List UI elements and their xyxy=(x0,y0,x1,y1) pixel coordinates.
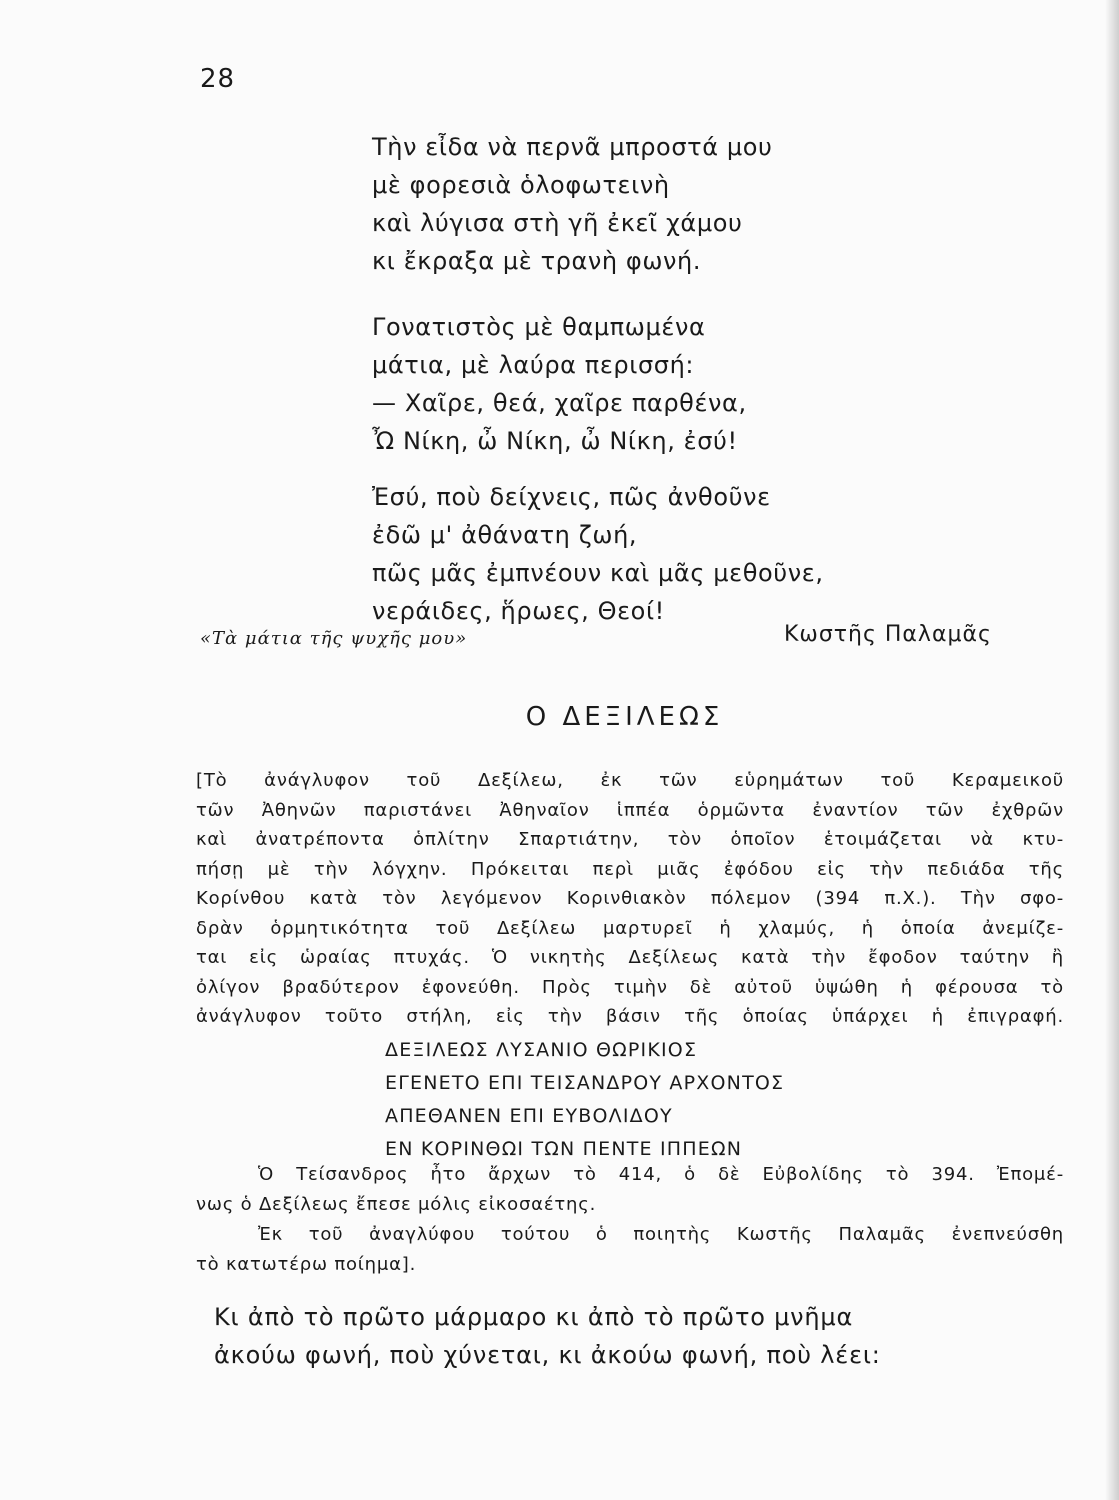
poem-line: νεράιδες, ἥρωες, Θεοί! xyxy=(372,597,665,625)
poem-line: Κι ἀπὸ τὸ πρῶτο μάρμαρο κι ἀπὸ τὸ πρῶτο μνῆμα xyxy=(214,1303,854,1331)
poem-line: Τὴν εἶδα νὰ περνᾶ μπροστά μου xyxy=(372,133,773,161)
poem-line: καὶ λύγισα στὴ γῆ ἐκεῖ χάμου xyxy=(372,209,743,237)
note-paragraph xyxy=(196,1160,1064,1280)
page-edge-shadow xyxy=(1105,0,1119,1500)
inscription-line: ΑΠΕΘΑΝΕΝ ΕΠΙ ΕΥΒΟΛΙΔΟΥ xyxy=(385,1105,673,1127)
intro-line: ὀλίγον βραδύτερον ἐφονεύθη. Πρὸς τιμὴν δὲ αὐτοῦ ὑψώθη ἡ φέρουσα τὸ xyxy=(196,976,1064,998)
poem-author: Κωστῆς Παλαμᾶς xyxy=(784,622,992,647)
intro-line: τῶν Ἀθηνῶν παριστάνει Ἀθηναῖον ἱππέα ὁρμῶντα ἐναντίον τῶν ἐχθρῶν xyxy=(196,799,1064,821)
intro-line: καὶ ἀνατρέποντα ὁπλίτην Σπαρτιάτην, τὸν ὁποῖον ἑτοιμάζεται νὰ κτυ- xyxy=(196,829,1064,850)
intro-line: [Τὸ ἀνάγλυφον τοῦ Δεξίλεω, ἐκ τῶν εὑρημάτων τοῦ Κεραμεικοῦ xyxy=(196,770,1064,791)
intro-line: Κορίνθου κατὰ τὸν λεγόμενον Κορινθιακὸν πόλεμον (394 π.Χ.). Τὴν σφο- xyxy=(196,888,1064,909)
poem-line: ἀκούω φωνή, ποὺ χύνεται, κι ἀκούω φωνή, ποὺ λέει: xyxy=(214,1341,881,1369)
poem-line: Γονατιστὸς μὲ θαμπωμένα xyxy=(372,313,706,341)
page-number: 28 xyxy=(200,64,236,94)
section-title: Ο ΔΕΞΙΛΕΩΣ xyxy=(525,702,724,732)
poem-line: Ἐσύ, ποὺ δείχνεις, πῶς ἀνθοῦνε xyxy=(372,483,771,511)
poem-source: «Τὰ μάτια τῆς ψυχῆς μου» xyxy=(200,628,468,649)
intro-line: ἀνάγλυφον τοῦτο στήλη, εἰς τὴν βάσιν τῆς ὁποίας ὑπάρχει ἡ ἐπιγραφή. xyxy=(196,1006,1064,1027)
note-line: τὸ κατωτέρω ποίημα]. xyxy=(196,1254,417,1275)
inscription-line: ΕΝ ΚΟΡΙΝΘΩΙ ΤΩΝ ΠΕΝΤΕ ΙΠΠΕΩΝ xyxy=(385,1138,743,1160)
poem-stanza xyxy=(372,308,747,460)
note-line: Ἐκ τοῦ ἀναγλύφου τούτου ὁ ποιητὴς Κωστῆς Παλαμᾶς ἐνεπνεύσθη xyxy=(258,1224,1064,1245)
note-line: νως ὁ Δεξίλεως ἔπεσε μόλις εἰκοσαέτης. xyxy=(196,1194,597,1215)
inscription xyxy=(385,1034,784,1166)
inscription-line: ΔΕΞΙΛΕΩΣ ΛΥΣΑΝΙΟ ΘΩΡΙΚΙΟΣ xyxy=(385,1039,698,1061)
inscription-line: ΕΓΕΝΕΤΟ ΕΠΙ ΤΕΙΣΑΝΔΡΟΥ ΑΡΧΟΝΤΟΣ xyxy=(385,1072,785,1094)
poem-line: — Χαῖρε, θεά, χαῖρε παρθένα, xyxy=(372,389,747,417)
poem-line: κι ἔκραξα μὲ τρανὴ φωνή. xyxy=(372,247,702,275)
poem-line: μὲ φορεσιὰ ὁλοφωτεινὴ xyxy=(372,171,670,199)
intro-line: δρὰν ὁρμητικότητα τοῦ Δεξίλεω μαρτυρεῖ ἡ χλαμύς, ἡ ὁποία ἀνεμίζε- xyxy=(196,917,1064,939)
intro-line: ται εἰς ὡραίας πτυχάς. Ὁ νικητὴς Δεξίλεως κατὰ τὴν ἔφοδον ταύτην ἢ xyxy=(196,947,1064,968)
poem-line: ἐδῶ μ' ἀθάνατη ζωή, xyxy=(372,521,638,549)
poem-line: μάτια, μὲ λαύρα περισσή: xyxy=(372,351,695,379)
poem-stanza xyxy=(372,128,773,280)
poem-line: Ὦ Νίκη, ὦ Νίκη, ὦ Νίκη, ἐσύ! xyxy=(372,427,738,455)
note-line: Ὁ Τείσανδρος ἦτο ἄρχων τὸ 414, ὁ δὲ Εὐβολίδης τὸ 394. Ἐπομέ- xyxy=(258,1164,1064,1185)
intro-paragraph xyxy=(196,766,1064,1032)
poem-stanza xyxy=(372,478,824,630)
poem-opening xyxy=(214,1298,881,1374)
intro-line: πήσῃ μὲ τὴν λόγχην. Πρόκειται περὶ μιᾶς ἐφόδου εἰς τὴν πεδιάδα τῆς xyxy=(196,858,1064,880)
poem-line: πῶς μᾶς ἐμπνέουν καὶ μᾶς μεθοῦνε, xyxy=(372,559,824,587)
